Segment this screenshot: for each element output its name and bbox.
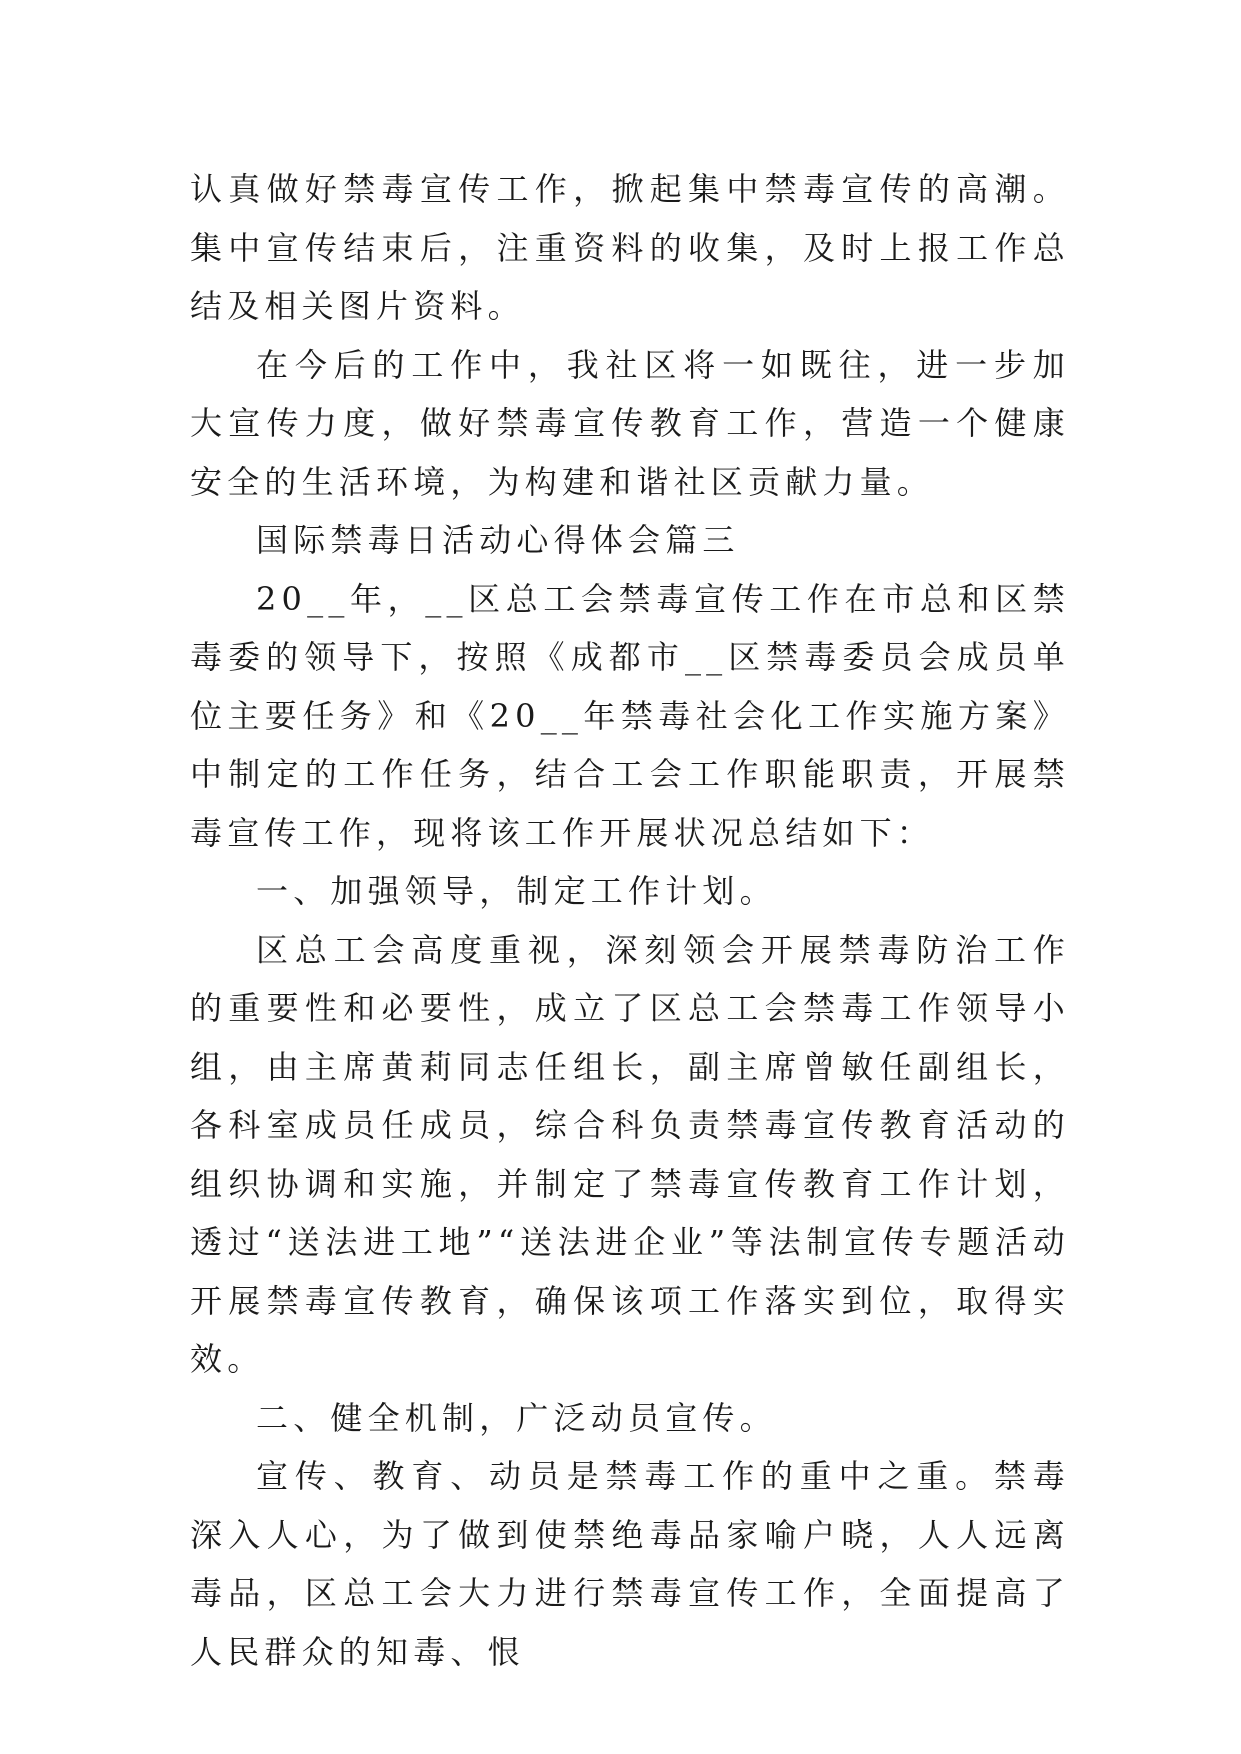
section-heading-part-three: 国际禁毒日活动心得体会篇三 [256, 521, 740, 559]
paragraph-publicity: 宣传、教育、动员是禁毒工作的重中之重。禁毒深入人心，为了做到使禁绝毒品家喻户晓，人人远离毒品，区总工会大力进行禁毒宣传工作，全面提高了人民群众的知毒、恨 [190, 1457, 1070, 1671]
paragraph-1: 认真做好禁毒宣传工作，掀起集中禁毒宣传的高潮。集中宣传结束后，注重资料的收集，及时上报工作总结及相关图片资料。 [190, 170, 1070, 325]
subheading-one: 一、加强领导，制定工作计划。 [256, 872, 777, 910]
paragraph-leadership: 区总工会高度重视，深刻领会开展禁毒防治工作的重要性和必要性，成立了区总工会禁毒工作领导小组，由主席黄莉同志任组长，副主席曾敏任副组长，各科室成员任成员，综合科负责禁毒宣传教育活动的组织协调和实施，并制定了禁毒宣传教育工作计划，透过“送法进工地”“送法进企业”等法制宣传专题活动开展禁毒宣传教育，确保该项工作落实到位，取得实效。 [190, 930, 1070, 1378]
paragraph-intro: 20__年，__区总工会禁毒宣传工作在市总和区禁毒委的领导下，按照《成都市__区禁毒委员会成员单位主要任务》和《20__年禁毒社会化工作实施方案》中制定的工作任务，结合工会工作职能职责，开展禁毒宣传工作，现将该工作开展状况总结如下： [190, 579, 1070, 852]
document-body [190, 160, 1070, 1681]
subheading-two: 二、健全机制，广泛动员宣传。 [256, 1398, 777, 1437]
paragraph-2: 在今后的工作中，我社区将一如既往，进一步加大宣传力度，做好禁毒宣传教育工作，营造一个健康安全的生活环境，为构建和谐社区贡献力量。 [190, 345, 1070, 501]
